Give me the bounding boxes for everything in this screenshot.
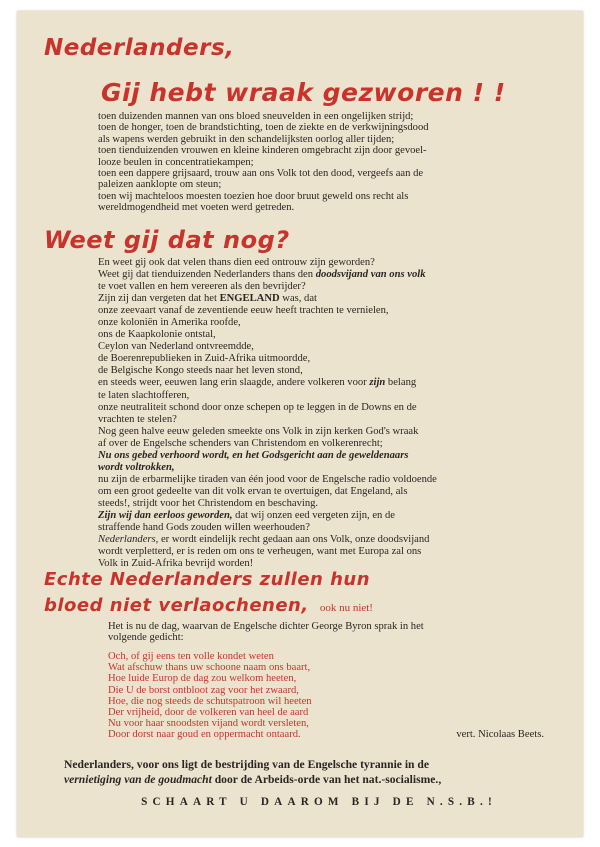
body-line: de Belgische Kongo steeds naar het leven stond, [98, 365, 303, 377]
body-line: af over de Engelsche schenders van Christendom en volkerenrecht; [98, 437, 383, 449]
poem-last-row [108, 729, 578, 740]
poem-line: Hoe luide Europ de dag zou welkom heeten, [108, 673, 297, 685]
intro-line: wereldmogendheid met voeten werd getreden. [98, 202, 295, 214]
intro-paragraph [98, 111, 570, 214]
body-line: om een groot gedeelte van dit volk ervan te overtuigen, dat Engeland, als [98, 485, 408, 497]
intro-line: paleizen aanklopte om steun; [98, 179, 222, 191]
poem-intro-line: volgende gedicht: [108, 632, 184, 644]
body-line: Ceylon van Nederland ontvreemdde, [98, 341, 254, 353]
intro-line: toen de honger, toen de brandstichting, toen de ziekte en de verkwijningsdood [98, 122, 429, 134]
body-line: Weet gij dat tienduizenden Nederlanders thans den doodsvijand van ons volk [98, 269, 426, 281]
body-line: steeds!, strijdt voor het Christendom en beschaving. [98, 497, 319, 509]
intro-line: toen wij machteloos moesten toezien hoe door bruut geweld ons recht als [98, 190, 409, 202]
poem-line: Die U de borst ontbloot zag voor het zwaard, [108, 684, 299, 696]
heading-wraak: Gij hebt wraak gezworen ! ! [101, 78, 506, 107]
body-line: nu zijn de erbarmelijke tiraden van één jood voor de Engelsche radio voldoende [98, 473, 437, 485]
body-line: Zijn wij dan eerloos geworden, dat wij onzen eed vergeten zijn, en de [98, 509, 395, 521]
closing-statement [64, 757, 574, 787]
heading-weet-gij: Weet gij dat nog? [44, 226, 290, 254]
body-line: ons de Kaapkolonie ontstal, [98, 329, 216, 341]
translator-credit: vert. Nicolaas Beets. [456, 729, 544, 741]
heading-bloed-row [44, 595, 373, 616]
poem-introduction [108, 621, 570, 644]
intro-line: looze beulen in concentratiekampen; [98, 156, 254, 168]
body-line: Nog geen halve eeuw geleden smeekte ons Volk in zijn kerken God's wraak [98, 425, 419, 437]
intro-line: als wapens werden gebruikt in den schandelijksten oorlog aller tijden; [98, 133, 395, 145]
body-line: En weet gij ook dat velen thans dien eed ontrouw zijn geworden? [98, 257, 375, 268]
intro-line: toen tienduizenden vrouwen en kleine kinderen omgebracht zijn door gevoel- [98, 145, 427, 157]
body-line: de Boerenrepublieken in Zuid-Afrika uitmoordde, [98, 353, 311, 365]
poem-line: Och, of gij eens ten volle kondet weten [108, 651, 274, 662]
body-line: onze zeevaart vanaf de zeventiende eeuw heeft trachten te vernielen, [98, 305, 389, 317]
body-paragraph [98, 257, 570, 570]
body-line: Zijn zij dan vergeten dat het ENGELAND was, dat [98, 293, 318, 305]
body-line: Nederlanders, er wordt eindelijk recht gedaan aan ons Volk, onze doodsvijand [98, 534, 430, 546]
body-line: onze koloniën in Amerika roofde, [98, 317, 241, 329]
body-line: wordt voltrokken, [98, 461, 175, 473]
poem-line: Door dorst naar goud en oppermacht ontaard. [108, 729, 301, 741]
heading-bloed: bloed niet verlaochenen, [44, 595, 309, 616]
pamphlet-sheet [17, 11, 583, 837]
body-line: onze neutraliteit schond door onze schepen op te leggen in de Downs en de [98, 401, 417, 413]
body-line: te voet vallen en hem vereeren als den bevrijder? [98, 281, 306, 293]
intro-line: toen een dappere grijsaard, trouw aan ons Volk tot den dood, vergeefs aan de [98, 168, 424, 180]
body-line: wordt verpletterd, er is reden om ons te verheugen, want met Europa zal ons [98, 546, 422, 558]
poem-line: Wat afschuw thans uw schoone naam ons baart, [108, 662, 311, 674]
body-line: Volk in Zuid-Afrika bevrijd worden! [98, 558, 254, 570]
intro-line: toen duizenden mannen van ons bloed sneuvelden in een ongelijken strijd; [98, 111, 414, 122]
body-line: te laten slachtofferen, [98, 389, 190, 401]
body-line: en steeds weer, eeuwen lang erin slaagde, andere volkeren voor zijn belang [98, 377, 417, 389]
poem-line: Nu voor haar snoodsten vijand wordt versleten, [108, 718, 309, 730]
poem-line: Hoe, die nog steeds de schutspatroon wil heeten [108, 695, 312, 707]
body-line: vrachten te stelen? [98, 413, 177, 425]
byron-poem [108, 651, 578, 741]
closing-line: vernietiging van de goudmacht door de Arbeids-orde van het nat.-socialisme., [64, 773, 442, 786]
call-to-action: SCHAART U DAAROM BIJ DE N.S.B.! [141, 796, 497, 808]
heading-nederlanders: Nederlanders, [44, 35, 235, 61]
body-line: straffende hand Gods zouden willen weerhouden? [98, 522, 310, 534]
poem-line: Der vrijheid, door de volkeren van heel de aard [108, 707, 309, 719]
body-line: Nu ons gebed verhoord wordt, en het Godsgericht aan de geweldenaars [98, 449, 409, 461]
heading-echte-nederlanders: Echte Nederlanders zullen hun [44, 569, 371, 590]
heading-tail: ook nu niet! [319, 602, 373, 614]
poem-intro-line: Het is nu de dag, waarvan de Engelsche dichter George Byron sprak in het [108, 621, 424, 632]
closing-line: Nederlanders, voor ons ligt de bestrijding van de Engelsche tyrannie in de [64, 758, 429, 771]
